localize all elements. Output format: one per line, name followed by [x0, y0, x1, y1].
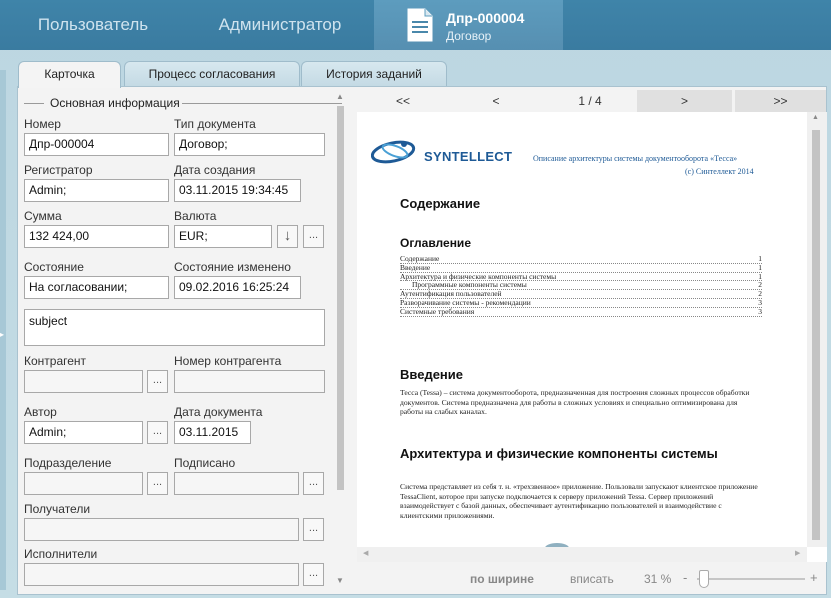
state-label: Состояние [24, 260, 84, 274]
document-type: Договор [446, 29, 492, 43]
counterparty-number-label: Номер контрагента [174, 354, 282, 368]
last-page-button[interactable]: >> [735, 90, 826, 112]
zoom-slider-track[interactable] [697, 578, 805, 580]
doc-header-line1: Описание архитектуры системы документооборота «Тесса» [533, 154, 738, 163]
executors-select-button[interactable]: ... [303, 563, 324, 586]
prev-page-button[interactable]: < [492, 94, 500, 108]
toc-row[interactable]: Введение 1 [400, 262, 762, 272]
intro-paragraph: Тесса (Tessa) – система документооборота, предназначенная для построения сложных процессов обработки документов. Система предназначена для работы в сложных условиях и специально оптимизирована для работы на слабых каналах. [400, 388, 750, 417]
doc-type-label: Тип документа [174, 117, 256, 131]
viewer-scroll-left-icon[interactable]: ◀ [363, 550, 369, 557]
heading-architecture: Архитектура и физические компоненты системы [400, 446, 718, 461]
heading-contents: Содержание [400, 196, 481, 211]
heading-intro: Введение [400, 367, 463, 382]
toc-list [400, 255, 762, 317]
zoom-out-button[interactable]: - [683, 570, 688, 585]
page-indicator: 1 / 4 [578, 94, 602, 108]
scroll-up-icon[interactable]: ▲ [336, 92, 344, 101]
logo-text: SYNTELLECT [424, 149, 513, 164]
doc-date-field[interactable]: 03.11.2015 [174, 421, 251, 444]
first-page-button[interactable]: << [395, 94, 410, 108]
number-label: Номер [24, 117, 61, 131]
architecture-paragraph: Система представляет из себя т. н. «трехзвенное» приложение. Пользовали запускают клиентское приложение TessaClient, которое при запуске подключается к серверу приложений Tessa. Сервер приложений взаимодействует с базой данных, обеспечивает аутентификацию пользователей и взаимодействие с клиентскими приложениями. [400, 482, 758, 520]
counterparty-select-button[interactable]: ... [147, 370, 168, 393]
currency-field[interactable]: EUR; [174, 225, 272, 248]
number-field[interactable]: Дпр-000004 [24, 133, 169, 156]
zoom-in-button[interactable]: + [810, 570, 818, 585]
tab-user[interactable]: Пользователь [37, 15, 149, 34]
signed-label: Подписано [174, 456, 236, 470]
form-scroll-thumb[interactable] [337, 106, 344, 490]
subject-field[interactable]: subject [24, 309, 325, 346]
top-bar [0, 0, 831, 50]
signed-select-button[interactable]: ... [303, 472, 324, 495]
tab-card[interactable]: Карточка [18, 61, 121, 88]
toc-row[interactable]: Содержание 1 [400, 254, 762, 263]
counterparty-number-field[interactable] [174, 370, 325, 393]
fit-page-button[interactable]: вписать [570, 572, 614, 586]
document-icon [406, 8, 434, 42]
scroll-down-icon[interactable]: ▼ [336, 576, 344, 585]
tab-task-history[interactable]: История заданий [301, 61, 447, 86]
viewer-scroll-up-icon[interactable]: ▲ [812, 114, 819, 121]
registrar-label: Регистратор [24, 163, 93, 177]
state-changed-field[interactable]: 09.02.2016 16:25:24 [174, 276, 301, 299]
department-select-button[interactable]: ... [147, 472, 168, 495]
doc-type-field[interactable]: Договор; [174, 133, 325, 156]
currency-dropdown-arrow-icon[interactable]: ↓ [277, 225, 298, 248]
state-changed-label: Состояние изменено [174, 260, 291, 274]
author-field[interactable]: Admin; [24, 421, 143, 444]
toc-row[interactable]: Системные требования 3 [400, 306, 762, 316]
author-select-button[interactable]: ... [147, 421, 168, 444]
section-title: Основная информация [50, 96, 180, 110]
viewer-scroll-right-icon[interactable]: ▶ [795, 550, 801, 557]
toc-row[interactable]: Программные компоненты системы 2 [400, 281, 762, 290]
viewer-vertical-scrollbar[interactable] [807, 112, 827, 547]
recipients-field[interactable] [24, 518, 299, 541]
executors-label: Исполнители [24, 547, 98, 561]
toc-row[interactable]: Архитектура и физические компоненты системы 1 [400, 271, 762, 281]
zoom-percent: 31 % [644, 572, 672, 586]
currency-select-button[interactable]: ... [303, 225, 324, 248]
document-page [357, 112, 807, 557]
viewer-vertical-thumb[interactable] [812, 130, 820, 540]
toc-row[interactable]: Разворачивание системы - рекомендации 3 [400, 297, 762, 307]
toc-row[interactable]: Аутентификация пользователей 2 [400, 289, 762, 299]
registrar-field[interactable]: Admin; [24, 179, 169, 202]
counterparty-field[interactable] [24, 370, 143, 393]
expand-arrow-icon[interactable]: ▸ [0, 330, 5, 339]
tab-admin[interactable]: Администратор [218, 15, 342, 34]
author-label: Автор [24, 405, 57, 419]
tab-approval-process[interactable]: Процесс согласования [124, 61, 300, 86]
logo-icon [371, 134, 423, 168]
executors-field[interactable] [24, 563, 299, 586]
zoom-slider-thumb[interactable] [699, 570, 709, 588]
sum-label: Сумма [24, 209, 62, 223]
viewer-horizontal-scrollbar[interactable] [357, 547, 807, 562]
section-basic-info [22, 96, 332, 110]
recipients-label: Получатели [24, 502, 91, 516]
doc-date-label: Дата документа [174, 405, 263, 419]
document-viewer[interactable] [357, 112, 827, 562]
counterparty-label: Контрагент [24, 354, 87, 368]
created-label: Дата создания [174, 163, 256, 177]
document-number: Дпр-000004 [446, 10, 525, 26]
doc-header-line2: (c) Синтеллект 2014 [685, 167, 754, 176]
form-scrollbar[interactable] [333, 92, 347, 588]
currency-label: Валюта [174, 209, 217, 223]
heading-toc: Оглавление [400, 236, 471, 250]
department-label: Подразделение [24, 456, 112, 470]
sum-field[interactable]: 132 424,00 [24, 225, 169, 248]
recipients-select-button[interactable]: ... [303, 518, 324, 541]
department-field[interactable] [24, 472, 143, 495]
syntellect-logo [371, 134, 513, 168]
state-field[interactable]: На согласовании; [24, 276, 169, 299]
tab-document[interactable] [374, 0, 563, 50]
fit-width-button[interactable]: по ширине [470, 572, 534, 586]
signed-field[interactable] [174, 472, 299, 495]
created-field[interactable]: 03.11.2015 19:34:45 [174, 179, 301, 202]
next-page-button[interactable]: > [637, 90, 732, 112]
